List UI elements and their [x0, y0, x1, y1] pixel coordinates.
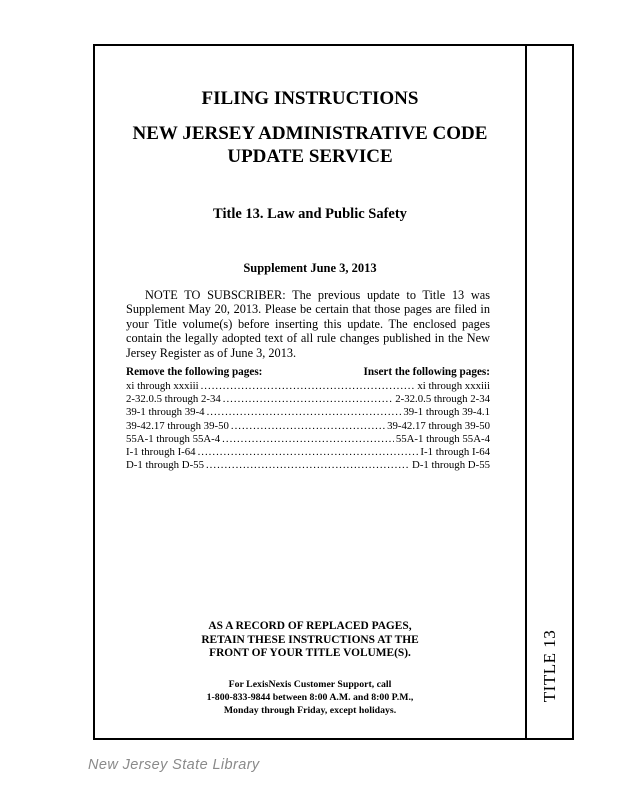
remove-range: I-1 through I-64 [126, 446, 196, 459]
page-row [126, 380, 490, 393]
support-line3: Monday through Friday, except holidays. [223, 704, 397, 716]
supplement-date: Supplement June 3, 2013 [243, 261, 377, 275]
pages-list [126, 380, 490, 472]
support-line2: 1-800-833-9844 between 8:00 A.M. and 8:00 P.M., [206, 691, 414, 703]
remove-range: 55A-1 through 55A-4 [126, 432, 221, 445]
pages-table-header [126, 366, 490, 378]
remove-range: 39-42.17 through 39-50 [126, 419, 229, 432]
remove-range: D-1 through D-55 [126, 459, 204, 472]
title-heading: Title 13. Law and Public Safety [213, 206, 407, 222]
page-row [126, 406, 490, 419]
record-line1: AS A RECORD OF REPLACED PAGES, [208, 620, 412, 632]
filing-instructions-heading: FILING INSTRUCTIONS [201, 88, 419, 109]
dot-leader [201, 380, 416, 393]
title-tab [527, 606, 574, 726]
code-heading-line2: UPDATE SERVICE [227, 146, 393, 167]
dot-leader [223, 393, 393, 406]
page-row [126, 459, 490, 472]
support-line1: For LexisNexis Customer Support, call [228, 679, 392, 690]
insert-range: 55A-1 through 55A-4 [395, 432, 490, 445]
page-row [126, 393, 490, 406]
dot-leader [198, 446, 419, 459]
code-heading [95, 122, 525, 168]
title-tab-label: TITLE 13 [540, 629, 560, 703]
page-row [126, 446, 490, 459]
code-heading-line1: NEW JERSEY ADMINISTRATIVE CODE [132, 123, 488, 144]
document-page [93, 44, 574, 740]
insert-range: xi through xxxiii [417, 380, 490, 392]
insert-range: I-1 through I-64 [420, 446, 490, 459]
remove-range: 2-32.0.5 through 2-34 [126, 393, 221, 406]
insert-range: D-1 through D-55 [412, 459, 490, 472]
page-row [126, 433, 490, 446]
insert-range: 2-32.0.5 through 2-34 [395, 393, 490, 406]
customer-support [95, 679, 525, 717]
remove-range: 39-1 through 39-4 [126, 406, 205, 419]
remove-range: xi through xxxiii [126, 380, 199, 392]
insert-range: 39-1 through 39-4.1 [403, 406, 490, 419]
subscriber-note: NOTE TO SUBSCRIBER: The previous update to Title 13 was Supplement May 20, 2013. Please be certain that those pages are filed in your Title volume(s) before inserting this update. The enclosed pages contain the legally adopted text of all rule changes published in the New Jersey Register as of June 3, 2013. [126, 288, 490, 360]
record-line2: RETAIN THESE INSTRUCTIONS AT THE [201, 633, 419, 646]
record-line3: FRONT OF YOUR TITLE VOLUME(S). [209, 647, 411, 660]
page-content [95, 46, 525, 738]
page-row [126, 420, 490, 433]
insert-range: 39-42.17 through 39-50 [387, 419, 490, 432]
library-watermark: New Jersey State Library [88, 757, 260, 773]
dot-leader [231, 420, 385, 433]
dot-leader [222, 433, 394, 446]
record-instructions [95, 620, 525, 661]
remove-pages-header: Remove the following pages: [126, 366, 263, 378]
dot-leader [206, 459, 410, 472]
insert-pages-header: Insert the following pages: [363, 366, 490, 378]
dot-leader [207, 406, 402, 419]
